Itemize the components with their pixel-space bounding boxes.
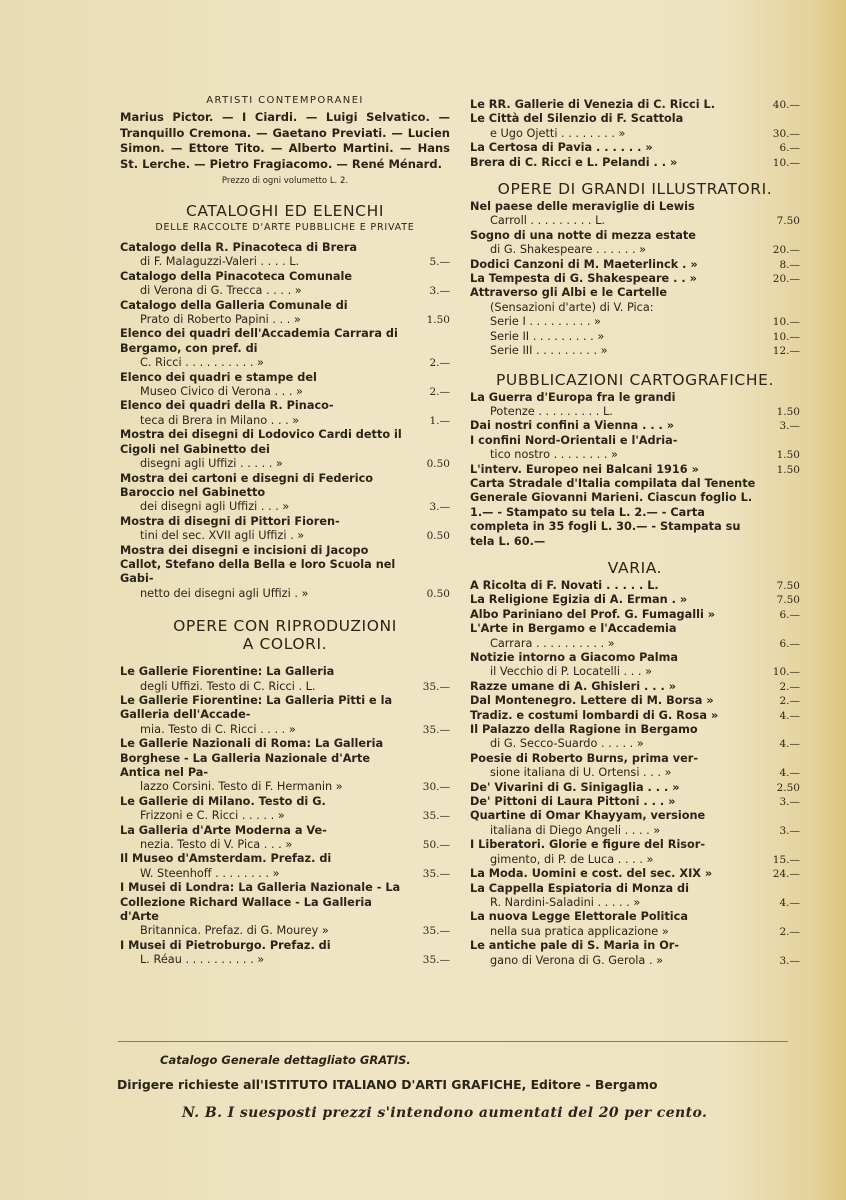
entry-title: Tradiz. e costumi lombardi di G. Rosa » bbox=[470, 708, 719, 722]
list-item bbox=[470, 867, 800, 881]
entry-price: 35.— bbox=[422, 954, 450, 967]
entry-title: La Galleria d'Arte Moderna a Ve- bbox=[120, 823, 327, 837]
entry-detail: di Verona di G. Trecca . . . . » bbox=[140, 284, 302, 298]
entry-title: Mostra dei cartoni e disegni di Federico Baroccio nel Gabinetto bbox=[120, 471, 374, 499]
entry-title: L'interv. Europeo nei Balcani 1916 » bbox=[470, 462, 699, 476]
entry-price: 3.— bbox=[429, 285, 450, 298]
entry-title: La nuova Legge Elettorale Politica bbox=[470, 910, 689, 924]
entry-detail: mia. Testo di C. Ricci . . . . » bbox=[140, 722, 296, 736]
footer-nb: N. B. I suesposti prezzi s'intendono aumentati del 20 per cento. bbox=[182, 1105, 708, 1121]
top-list bbox=[470, 98, 800, 170]
list-item bbox=[120, 399, 450, 428]
list-item bbox=[120, 852, 450, 881]
entry-detail: (Sensazioni d'arte) di V. Pica: bbox=[490, 300, 654, 314]
entry-title: Elenco dei quadri e stampe del bbox=[120, 370, 317, 384]
entry-title: A Ricolta di F. Novati . . . . . L. bbox=[470, 578, 659, 592]
cataloghi-subheading: DELLE RACCOLTE D'ARTE PUBBLICHE E PRIVATE bbox=[155, 222, 415, 233]
entry-detail: dei disegni agli Uffizi . . . » bbox=[140, 500, 290, 514]
right-column bbox=[470, 98, 800, 968]
entry-price: 2.— bbox=[779, 925, 800, 938]
entry-price: 12.— bbox=[772, 345, 800, 358]
entry-title: Le Gallerie Nazionali di Roma: La Galleria Borghese - La Galleria Nazionale d'Arte Antica nel Pa- bbox=[120, 737, 384, 779]
entry-title: Le Gallerie Fiorentine: La Galleria bbox=[120, 665, 335, 679]
entry-detail: e Ugo Ojetti . . . . . . . . » bbox=[490, 126, 626, 140]
entry-title: Nel paese delle meraviglie di Lewis bbox=[470, 200, 695, 214]
entry-title: Dai nostri confini a Vienna . . . » bbox=[470, 419, 675, 433]
list-item bbox=[470, 910, 800, 939]
entry-title: Catalogo della Pinacoteca Comunale bbox=[120, 269, 353, 283]
entry-detail: tico nostro . . . . . . . . » bbox=[490, 448, 618, 462]
list-item bbox=[470, 622, 800, 651]
entry-title: Razze umane di A. Ghisleri . . . » bbox=[470, 679, 677, 693]
list-item bbox=[120, 270, 450, 299]
list-item bbox=[470, 272, 800, 286]
entry-detail: nezia. Testo di V. Pica . . . » bbox=[140, 838, 293, 852]
list-item bbox=[470, 229, 800, 258]
entry-detail: il Vecchio di P. Locatelli . . . » bbox=[490, 665, 653, 679]
entry-title: Mostra di disegni di Pittori Fioren- bbox=[120, 514, 340, 528]
entry-detail: disegni agli Uffizi . . . . . » bbox=[140, 457, 283, 471]
entry-title: Elenco dei quadri della R. Pinaco- bbox=[120, 399, 334, 413]
entry-title: La Religione Egizia di A. Erman . » bbox=[470, 593, 688, 607]
entry-price: 3.— bbox=[779, 954, 800, 967]
entry-title: Mostra dei disegni e incisioni di Jacopo Callot, Stefano della Bella e loro Scuola nel Gabi- bbox=[120, 543, 396, 586]
list-item bbox=[470, 795, 800, 809]
entry-price: 50.— bbox=[422, 839, 450, 852]
entry-price: 2.50 bbox=[776, 781, 800, 794]
entry-title: Dal Montenegro. Lettere di M. Borsa » bbox=[470, 694, 714, 708]
entry-price: 3.— bbox=[429, 501, 450, 514]
entry-price: 1.50 bbox=[776, 405, 800, 418]
entry-title: La Cappella Espiatoria di Monza di bbox=[470, 881, 690, 895]
entry-title: Le Gallerie Fiorentine: La Galleria Pitti e la Galleria dell'Accade- bbox=[120, 693, 393, 722]
artisti-price-note: Prezzo di ogni volumetto L. 2. bbox=[221, 176, 349, 186]
entry-price: 35.— bbox=[422, 925, 450, 938]
entry-price: 10.— bbox=[772, 330, 800, 343]
list-item bbox=[470, 882, 800, 911]
entry-price: 7.50 bbox=[776, 594, 800, 607]
opere-heading-line2: A COLORI. bbox=[242, 635, 328, 654]
entry-price: 30.— bbox=[422, 781, 450, 794]
entry-price: 30.— bbox=[772, 127, 800, 140]
list-item bbox=[120, 544, 450, 602]
entry-title: I Liberatori. Glorie e figure del Risor- bbox=[470, 838, 706, 852]
entry-detail: tini del sec. XVII agli Uffizi . » bbox=[140, 529, 305, 543]
entry-detail: Prato di Roberto Papini . . . » bbox=[140, 313, 301, 327]
entry-price: 2.— bbox=[429, 386, 450, 399]
list-item bbox=[470, 330, 800, 344]
entry-price: 0.50 bbox=[426, 458, 450, 471]
entry-price: 24.— bbox=[772, 868, 800, 881]
entry-price: 6.— bbox=[779, 637, 800, 650]
entry-title: Le Gallerie di Milano. Testo di G. bbox=[120, 794, 326, 808]
list-item bbox=[120, 665, 450, 694]
entry-title: I confini Nord-Orientali e l'Adria- bbox=[470, 433, 678, 447]
entry-price: 4.— bbox=[779, 767, 800, 780]
list-item bbox=[470, 709, 800, 723]
entry-price: 1.50 bbox=[776, 463, 800, 476]
list-item bbox=[120, 737, 450, 795]
entry-title: De' Vivarini di G. Sinigaglia . . . » bbox=[470, 780, 680, 794]
list-item bbox=[470, 434, 800, 463]
list-item bbox=[120, 824, 450, 853]
entry-title: Poesie di Roberto Burns, prima ver- bbox=[470, 751, 699, 765]
list-item bbox=[120, 241, 450, 270]
footer-divider bbox=[118, 1041, 788, 1042]
list-item bbox=[470, 156, 800, 170]
cataloghi-list bbox=[120, 241, 450, 601]
entry-title: Mostra dei disegni di Lodovico Cardi detto il Cigoli nel Gabinetto dei bbox=[120, 428, 402, 456]
entry-price: 10.— bbox=[772, 666, 800, 679]
entry-detail: teca di Brera in Milano . . . » bbox=[140, 413, 300, 427]
entry-detail: Britannica. Prefaz. di G. Mourey » bbox=[140, 924, 329, 938]
entry-detail: degli Uffizi. Testo di C. Ricci . L. bbox=[140, 679, 316, 693]
list-item bbox=[470, 593, 800, 607]
entry-title: De' Pittoni di Laura Pittoni . . . » bbox=[470, 795, 676, 809]
entry-price: 35.— bbox=[422, 810, 450, 823]
entry-detail: Carroll . . . . . . . . . L. bbox=[490, 214, 605, 228]
entry-title: Le Città del Silenzio di F. Scattola bbox=[470, 112, 684, 126]
entry-price: 1.50 bbox=[776, 449, 800, 462]
entry-price: 8.— bbox=[779, 258, 800, 271]
entry-price: 7.50 bbox=[776, 215, 800, 228]
list-item bbox=[120, 939, 450, 968]
entry-title: La Certosa di Pavia . . . . . . » bbox=[470, 141, 653, 155]
list-item bbox=[470, 477, 800, 549]
entry-title: Dodici Canzoni di M. Maeterlinck . » bbox=[470, 257, 698, 271]
entry-detail: netto dei disegni agli Uffizi . » bbox=[140, 586, 309, 600]
footer-catalogo: Catalogo Generale dettagliato GRATIS. bbox=[160, 1053, 411, 1067]
artisti-title: ARTISTI CONTEMPORANEI bbox=[206, 95, 364, 106]
entry-title: La Moda. Uomini e cost. del sec. XIX » bbox=[470, 867, 713, 881]
entry-price: 4.— bbox=[779, 896, 800, 909]
list-item bbox=[120, 428, 450, 471]
entry-title: Albo Pariniano del Prof. G. Fumagalli » bbox=[470, 607, 716, 621]
list-item bbox=[470, 579, 800, 593]
list-item bbox=[470, 939, 800, 968]
entry-price: 4.— bbox=[779, 738, 800, 751]
entry-price: 3.— bbox=[779, 420, 800, 433]
list-item bbox=[120, 881, 450, 939]
left-column bbox=[120, 95, 450, 968]
entry-detail: W. Steenhoff . . . . . . . . » bbox=[140, 866, 280, 880]
list-item bbox=[120, 694, 450, 737]
varia-heading: VARIA. bbox=[607, 558, 663, 577]
list-item bbox=[470, 651, 800, 680]
cartografiche-list bbox=[470, 391, 800, 549]
entry-price: 2.— bbox=[779, 695, 800, 708]
grandi-heading: OPERE DI GRANDI ILLUSTRATORI. bbox=[497, 180, 773, 199]
artisti-list: Marius Pictor. — I Ciardi. — Luigi Selvatico. — Tranquillo Cremona. — Gaetano Previati. — Lucien Simon. — Ettore Tito. — Alberto Martini. — Hans St. Lerche. — Pietro Fragiacomo. — René Ménard. bbox=[120, 110, 450, 171]
list-item bbox=[470, 258, 800, 272]
entry-detail: italiana di Diego Angeli . . . . » bbox=[490, 823, 661, 837]
entry-title: I Musei di Londra: La Galleria Nazionale - La Collezione Richard Wallace - La Galleria d'Arte bbox=[120, 881, 401, 924]
entry-price: 1.— bbox=[429, 414, 450, 427]
entry-title: Attraverso gli Albi e le Cartelle bbox=[470, 286, 668, 300]
entry-title: La Guerra d'Europa fra le grandi bbox=[470, 390, 676, 404]
entry-title: L'Arte in Bergamo e l'Accademia bbox=[470, 622, 677, 636]
entry-detail: lazzo Corsini. Testo di F. Hermanin » bbox=[140, 780, 343, 794]
entry-price: 5.— bbox=[429, 256, 450, 269]
list-item bbox=[470, 781, 800, 795]
entry-title: Elenco dei quadri dell'Accademia Carrara di Bergamo, con pref. di bbox=[120, 327, 398, 355]
list-item bbox=[470, 112, 800, 141]
list-item bbox=[120, 472, 450, 515]
entry-price: 4.— bbox=[779, 709, 800, 722]
entry-price: 7.50 bbox=[776, 579, 800, 592]
entry-title: Catalogo della Galleria Comunale di bbox=[120, 298, 348, 312]
varia-list bbox=[470, 579, 800, 968]
list-item bbox=[470, 694, 800, 708]
entry-title: I Musei di Pietroburgo. Prefaz. di bbox=[120, 938, 331, 952]
entry-price: 10.— bbox=[772, 156, 800, 169]
list-item bbox=[470, 419, 800, 433]
entry-detail: di G. Shakespeare . . . . . . » bbox=[490, 243, 647, 257]
entry-title: Sogno di una notte di mezza estate bbox=[470, 228, 696, 242]
entry-detail: L. Réau . . . . . . . . . . » bbox=[140, 953, 265, 967]
entry-title: Le RR. Gallerie di Venezia di C. Ricci L. bbox=[470, 98, 716, 111]
cataloghi-heading: CATALOGHI ED ELENCHI bbox=[185, 202, 385, 220]
entry-detail: gimento, di P. de Luca . . . . » bbox=[490, 852, 654, 866]
list-item bbox=[470, 752, 800, 781]
entry-detail: C. Ricci . . . . . . . . . . » bbox=[140, 356, 264, 370]
entry-detail: Potenze . . . . . . . . . L. bbox=[490, 404, 613, 418]
list-item bbox=[470, 391, 800, 420]
entry-title: Carta Stradale d'Italia compilata dal Tenente Generale Giovanni Marieni. Ciascun foglio L. 1.— - Stampato su tela L. 2.— - Carta completa in 35 fogli L. 30.— - Stampata su tela L. 60.— bbox=[470, 476, 756, 548]
list-item bbox=[470, 809, 800, 838]
entry-detail: di G. Secco-Suardo . . . . . » bbox=[490, 737, 644, 751]
list-item bbox=[470, 286, 800, 315]
entry-price: 2.— bbox=[779, 680, 800, 693]
entry-price: 3.— bbox=[779, 796, 800, 809]
cartografiche-heading: PUBBLICAZIONI CARTOGRAFICHE. bbox=[495, 370, 775, 389]
entry-price: 35.— bbox=[422, 723, 450, 736]
entry-price: 3.— bbox=[779, 824, 800, 837]
list-item bbox=[470, 141, 800, 155]
entry-price: 0.50 bbox=[426, 587, 450, 600]
list-item bbox=[120, 515, 450, 544]
list-item bbox=[470, 98, 800, 112]
entry-price: 6.— bbox=[779, 608, 800, 621]
list-item bbox=[120, 795, 450, 824]
entry-price: 2.— bbox=[429, 357, 450, 370]
list-item bbox=[120, 299, 450, 328]
entry-detail: sione italiana di U. Ortensi . . . » bbox=[490, 766, 672, 780]
entry-title: Le antiche pale di S. Maria in Or- bbox=[470, 939, 680, 953]
entry-title: Notizie intorno a Giacomo Palma bbox=[470, 651, 679, 664]
entry-detail: Serie III . . . . . . . . . » bbox=[490, 344, 608, 358]
entry-price: 35.— bbox=[422, 680, 450, 693]
list-item bbox=[120, 327, 450, 370]
entry-title: Il Palazzo della Ragione in Bergamo bbox=[470, 723, 698, 737]
entry-title: Quartine di Omar Khayyam, versione bbox=[470, 809, 706, 823]
entry-price: 1.50 bbox=[426, 314, 450, 327]
list-item bbox=[120, 371, 450, 400]
list-item bbox=[470, 344, 800, 358]
list-item bbox=[470, 315, 800, 329]
list-item bbox=[470, 838, 800, 867]
entry-price: 0.50 bbox=[426, 530, 450, 543]
entry-price: 20.— bbox=[772, 244, 800, 257]
list-item bbox=[470, 723, 800, 752]
opere-heading-line1: OPERE CON RIPRODUZIONI bbox=[173, 617, 397, 636]
opere-list bbox=[120, 665, 450, 968]
entry-title: Il Museo d'Amsterdam. Prefaz. di bbox=[120, 852, 332, 866]
list-item bbox=[470, 680, 800, 694]
entry-detail: gano di Verona di G. Gerola . » bbox=[490, 953, 664, 967]
entry-price: 20.— bbox=[772, 273, 800, 286]
entry-detail: nella sua pratica applicazione » bbox=[490, 924, 669, 938]
list-item bbox=[470, 463, 800, 477]
entry-detail: Carrara . . . . . . . . . . » bbox=[490, 636, 615, 650]
entry-price: 15.— bbox=[772, 853, 800, 866]
entry-title: La Tempesta di G. Shakespeare . . » bbox=[470, 272, 697, 286]
entry-price: 35.— bbox=[422, 867, 450, 880]
list-item bbox=[470, 608, 800, 622]
entry-price: 40.— bbox=[772, 99, 800, 111]
entry-price: 10.— bbox=[772, 316, 800, 329]
entry-price: 6.— bbox=[779, 142, 800, 155]
entry-detail: Museo Civico di Verona . . . » bbox=[140, 385, 303, 399]
footer-dirigere: Dirigere richieste all'ISTITUTO ITALIANO D'ARTI GRAFICHE, Editore - Bergamo bbox=[117, 1077, 658, 1092]
grandi-list bbox=[470, 200, 800, 358]
entry-detail: Serie II . . . . . . . . . » bbox=[490, 329, 605, 343]
entry-title: Catalogo della R. Pinacoteca di Brera bbox=[120, 241, 358, 254]
entry-detail: R. Nardini-Saladini . . . . . » bbox=[490, 895, 641, 909]
entry-detail: di F. Malaguzzi-Valeri . . . . L. bbox=[140, 255, 300, 269]
entry-detail: Frizzoni e C. Ricci . . . . . » bbox=[140, 809, 285, 823]
list-item bbox=[470, 200, 800, 229]
entry-detail: Serie I . . . . . . . . . » bbox=[490, 315, 601, 329]
entry-title: Brera di C. Ricci e L. Pelandi . . » bbox=[470, 155, 678, 169]
